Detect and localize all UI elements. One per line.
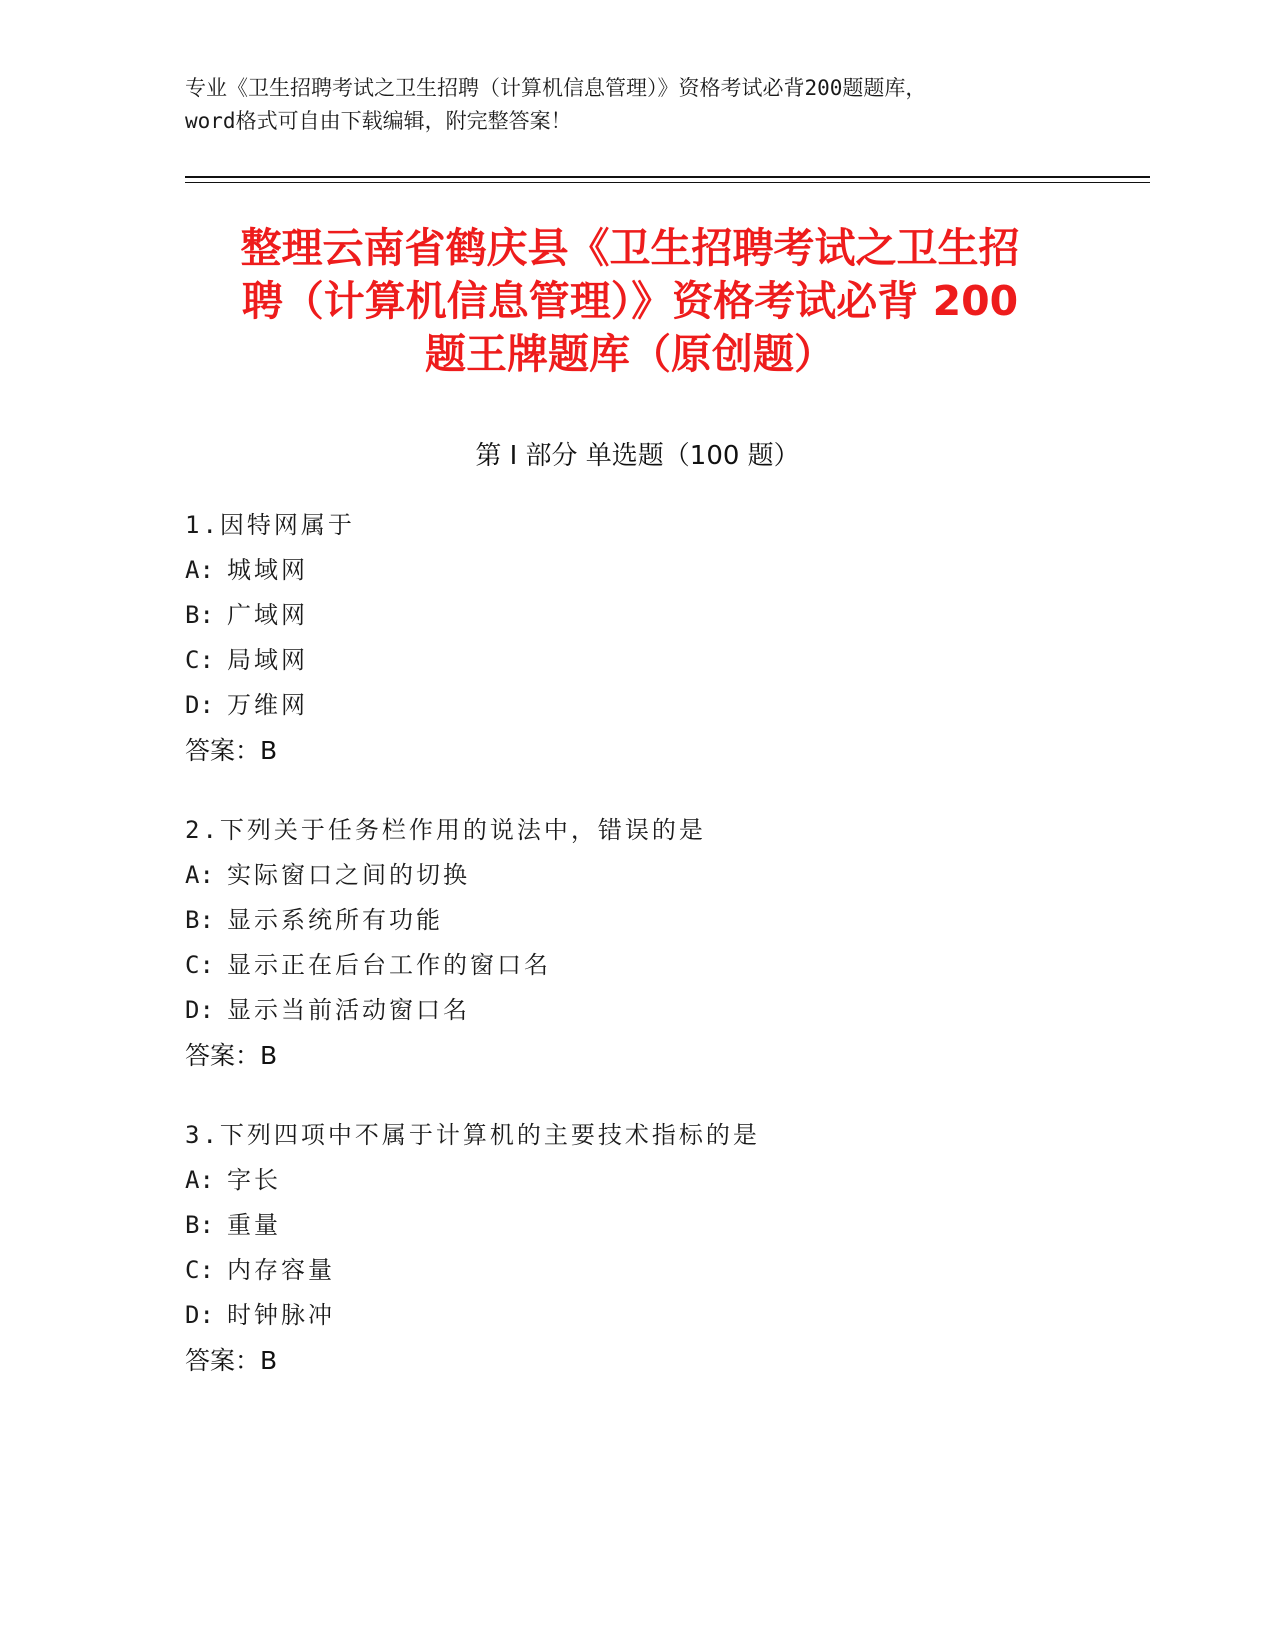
option-c xyxy=(185,943,1085,988)
title-line-3: 题王牌题库（原创题） xyxy=(425,330,835,378)
section-heading: 第 I 部分 单选题（100 题） xyxy=(475,441,800,471)
option-text: 时钟脉冲 xyxy=(227,1301,335,1329)
option-text: 显示当前活动窗口名 xyxy=(227,996,470,1024)
document-title xyxy=(190,222,1070,381)
option-letter: C: xyxy=(185,646,214,674)
option-b xyxy=(185,898,1085,943)
option-letter: B: xyxy=(185,601,214,629)
option-letter: B: xyxy=(185,906,214,934)
option-text: 城域网 xyxy=(227,556,308,584)
question-stem: 3.下列四项中不属于计算机的主要技术指标的是 xyxy=(185,1121,760,1149)
option-letter: A: xyxy=(185,556,214,584)
question-stem: 2.下列关于任务栏作用的说法中，错误的是 xyxy=(185,816,706,844)
option-letter: C: xyxy=(185,1256,214,1284)
option-text: 重量 xyxy=(227,1211,281,1239)
header-line-2: word格式可自由下载编辑，附完整答案！ xyxy=(185,109,572,133)
header-line-1: 专业《卫生招聘考试之卫生招聘（计算机信息管理）》资格考试必背200题题库， xyxy=(185,76,927,100)
option-text: 广域网 xyxy=(227,601,308,629)
option-text: 字长 xyxy=(227,1166,281,1194)
option-c xyxy=(185,638,1085,683)
option-letter: A: xyxy=(185,1166,214,1194)
option-text: 显示正在后台工作的窗口名 xyxy=(227,951,551,979)
option-a xyxy=(185,548,1085,593)
header-divider-thick xyxy=(185,176,1150,178)
question-1 xyxy=(185,503,1085,773)
option-letter: B: xyxy=(185,1211,214,1239)
option-c xyxy=(185,1248,1085,1293)
title-line-1: 整理云南省鹤庆县《卫生招聘考试之卫生招 xyxy=(240,224,1020,272)
option-letter: C: xyxy=(185,951,214,979)
option-a xyxy=(185,1158,1085,1203)
option-letter: D: xyxy=(185,1301,214,1329)
option-d xyxy=(185,1293,1085,1338)
option-b xyxy=(185,593,1085,638)
option-text: 局域网 xyxy=(227,646,308,674)
question-2 xyxy=(185,808,1085,1078)
header-divider-thin xyxy=(185,182,1150,183)
document-header xyxy=(185,72,1085,138)
question-stem: 1.因特网属于 xyxy=(185,511,355,539)
option-letter: D: xyxy=(185,691,214,719)
answer: 答案：B xyxy=(185,1041,278,1070)
option-letter: A: xyxy=(185,861,214,889)
option-letter: D: xyxy=(185,996,214,1024)
option-b xyxy=(185,1203,1085,1248)
option-text: 万维网 xyxy=(227,691,308,719)
option-d xyxy=(185,988,1085,1033)
question-3 xyxy=(185,1113,1085,1383)
answer: 答案：B xyxy=(185,1346,278,1375)
option-d xyxy=(185,683,1085,728)
answer: 答案：B xyxy=(185,736,278,765)
option-text: 显示系统所有功能 xyxy=(227,906,443,934)
option-a xyxy=(185,853,1085,898)
option-text: 实际窗口之间的切换 xyxy=(227,861,470,889)
title-line-2: 聘（计算机信息管理）》资格考试必背 200 xyxy=(241,277,1019,325)
option-text: 内存容量 xyxy=(227,1256,335,1284)
